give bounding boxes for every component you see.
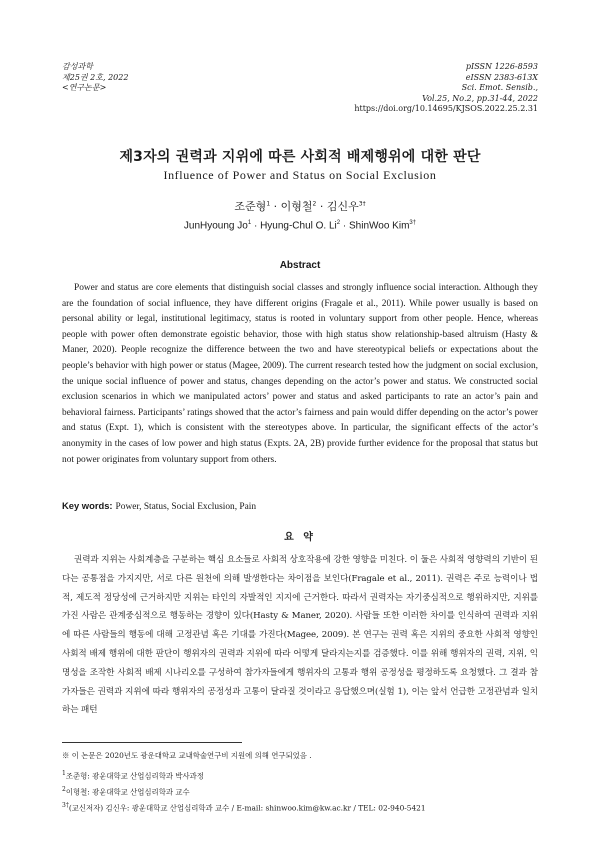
abstract-heading: Abstract	[279, 260, 321, 271]
korean-abstract-body: 권력과 지위는 사회계층을 구분하는 핵심 요소들로 사회적 상호작용에 강한 영향을 미친다. 이 둘은 사회적 영향력의 기반이 된다는 공통점을 가지지만, 서로 다른 원천에 의해 발생한다는 차이점을 보인다(Fragale et al., 2011). 권력은 주로 능력이나 법적, 제도적 정당성에 근거하지만 지위는 타인의 자발적인 지지에 근거한다. 따라서 권력자는 자기중심적으로 행위하지만, 지위를 가진 사람은 관계중심적으로 행동하는 경향이 있다(Hasty & Maner, 2020). 사람들 또한 이러한 차이를 인식하여 권력과 지위에 따른 사람들의 행동에 대해 고정관념 혹은 기대를 가진다(Magee, 2009). 본 연구는 권력 혹은 지위의 중요한 사회적 영향인 사회적 배제 행위에 대한 판단이 행위자의 권력과 지위에 따라 어떻게 달라지는지를 검증했다. 이를 위해 행위자의 권력, 지위, 익명성을 조작한 사회적 배제 시나리오를 구성하여 참가자들에게 행위자의 고통과 행위 공정성을 평정하도록 요청했다. 그 결과 참가자들은 권력과 지위에 따라 행위자의 공정성과 고통이 달라질 것이라고 응답했으며(실험 1), 이는 앞서 언급한 고정관념과 일치하는 패턴	[62, 555, 538, 716]
footnote-mark: 1	[62, 770, 66, 777]
paper-title-en: Influence of Power and Status on Social Exclusion	[163, 168, 437, 182]
author-separator: ·	[270, 200, 281, 213]
journal-header-left	[62, 62, 128, 94]
footnote-1	[62, 770, 538, 781]
keywords-label: Key words:	[62, 500, 113, 511]
abstract-body: Power and status are core elements that distinguish social classes and strongly influence social interaction. Although they are the foundation of social influence, they have different origins (Fragale et al., 2011). While power usually is based on personal ability or legal, institutional legitimacy, status is rooted in voluntary support from other people. Hence, whereas people with power often demonstrate egoistic behavior, those with high status show relationship-based altruism (Hasty & Maner, 2020). People recognize the difference between the two and have stereotypical beliefs or expectations about the people’s behavior with high power or status (Magee, 2009). The current research tested how the judgment on social exclusion, the unique social influence of power and status, changes depending on the actor’s power and status. We constructed social exclusion scenarios in which we manipulated actors’ power and status and asked participants to rate an actor’s pain and behavioral fairness. Participants’ ratings showed that the actor’s fairness and pain would differ depending on the actor’s power and status (Expt. 1), which is consistent with the stereotypes above. In particular, the significant effects of the actor’s anonymity in the cases of low power and high status (Expts. 2A, 2B) provide further evidence for the proposal that status but not power originates from voluntary support from others.	[62, 283, 538, 465]
volume-ko: 제25권 2호, 2022	[62, 72, 129, 82]
author-mark: 3†	[409, 220, 417, 226]
author-name: ShinWoo Kim	[349, 220, 410, 232]
footnote-text: (교신저자) 김신우: 광운대학교 산업심리학과 교수 / E-mail: shinwoo.kim@kw.ac.kr / TEL: 02-940-5421	[68, 803, 426, 813]
footnote-divider	[62, 742, 242, 743]
keywords-text: Power, Status, Social Exclusion, Pain	[115, 502, 257, 512]
author-mark: 1	[247, 220, 252, 226]
footnote-2	[62, 786, 538, 797]
footnote-acknowledgement: ※ 이 논문은 2020년도 광운대학교 교내학술연구비 지원에 의해 연구되었음 .	[62, 751, 312, 760]
author-name: 조준형	[234, 200, 267, 213]
journal-name-ko: 감성과학	[62, 62, 93, 71]
author-mark: 3†	[358, 200, 366, 208]
doi-link[interactable]: https://doi.org/10.14695/KJSOS.2022.25.2.31	[354, 104, 538, 113]
footnote-mark: 2	[62, 786, 66, 793]
paper-title-ko: 제3자의 권력과 지위에 따른 사회적 배제행위에 대한 판단	[119, 149, 481, 165]
author-mark: 2	[336, 220, 341, 226]
volume-en: Vol.25, No.2, pp.31-44, 2022	[422, 93, 538, 103]
korean-abstract-heading: 요 약	[284, 532, 316, 543]
author-name: JunHyoung Jo	[183, 220, 248, 232]
journal-abbrev: Sci. Emot. Sensib.,	[461, 83, 538, 92]
pissn: pISSN 1226-8593	[465, 62, 538, 71]
journal-header-right	[354, 62, 538, 115]
footnote-text: 조준형: 광운대학교 산업심리학과 박사과정	[65, 771, 204, 781]
author-mark: 2	[312, 200, 317, 208]
author-name: Hyung-Chul O. Li	[260, 220, 337, 232]
eissn: eISSN 2383-613X	[465, 72, 538, 82]
keywords	[62, 500, 538, 512]
footnote-text: 이형철: 광운대학교 산업심리학과 교수	[65, 787, 190, 797]
author-separator: ·	[340, 220, 349, 232]
author-list-ko	[0, 198, 600, 214]
author-mark: 1	[266, 200, 271, 208]
article-type-ko: <연구논문>	[62, 83, 107, 92]
footnote-3	[62, 802, 538, 813]
author-separator: ·	[316, 200, 327, 213]
footnote-mark: 3†	[62, 802, 69, 809]
author-name: 이형철	[280, 200, 313, 213]
author-separator: ·	[251, 220, 261, 232]
author-name: 김신우	[326, 200, 359, 213]
author-list-en	[0, 220, 600, 231]
